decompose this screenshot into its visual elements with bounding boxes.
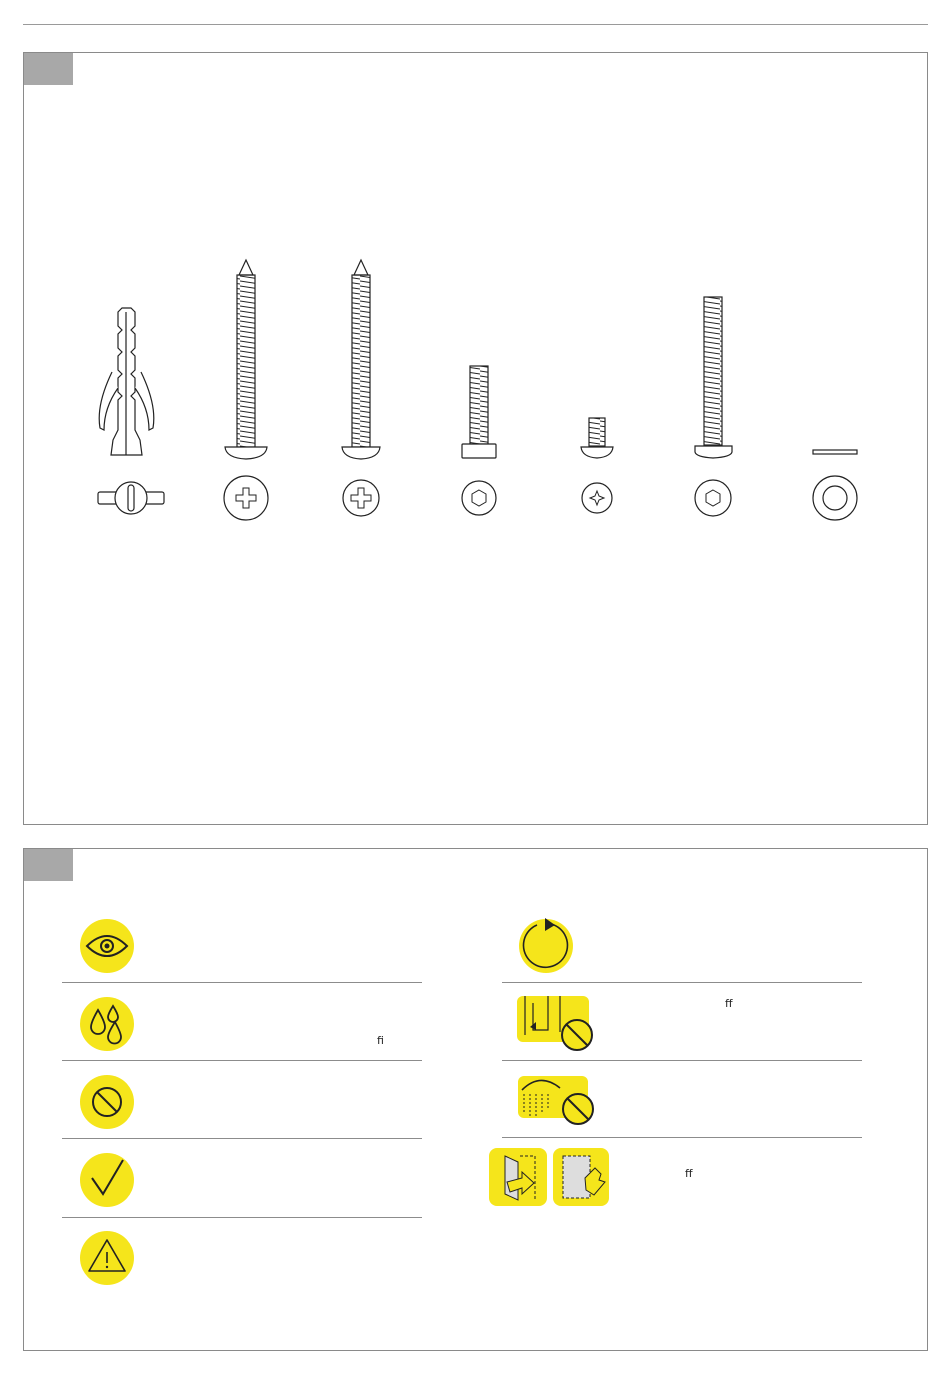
text-fragment: ff	[685, 1167, 693, 1180]
text-fragment: ff	[725, 997, 733, 1010]
door-swing-icon	[489, 1148, 609, 1206]
no-wall-fixing-icon	[517, 996, 592, 1050]
rotate-icon	[519, 918, 573, 973]
eye-icon	[80, 919, 134, 973]
no-shower-spray-icon	[518, 1076, 593, 1124]
prohibited-icon	[80, 1075, 134, 1129]
warning-icon	[80, 1231, 134, 1285]
text-fragment: fi	[377, 1034, 384, 1047]
checkmark-icon	[80, 1153, 134, 1207]
water-drops-icon	[80, 997, 134, 1051]
